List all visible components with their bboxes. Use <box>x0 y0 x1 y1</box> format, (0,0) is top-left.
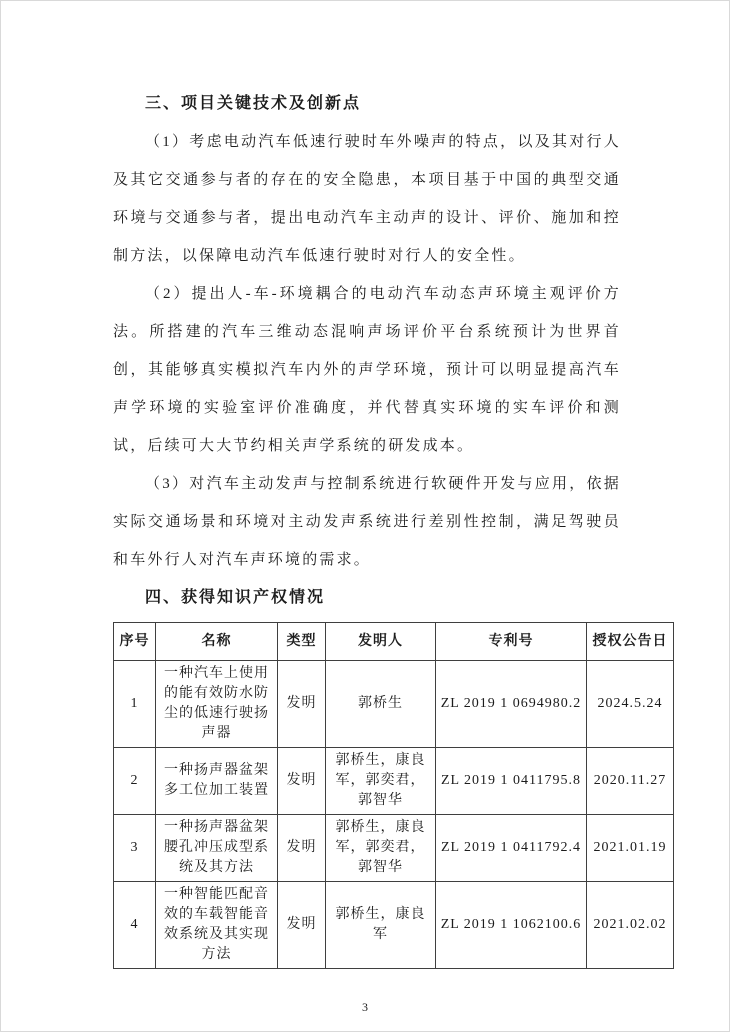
section-3-heading: 三、项目关键技术及创新点 <box>145 95 362 112</box>
cell-seq: 4 <box>114 882 156 969</box>
cell-inventors: 郭桥生，康良军 <box>326 882 436 969</box>
cell-name: 一种汽车上使用的能有效防水防尘的低速行驶扬声器 <box>156 661 278 748</box>
col-header-type: 类型 <box>278 623 326 661</box>
cell-patent-no: ZL 2019 1 1062100.6 <box>436 882 587 969</box>
cell-seq: 1 <box>114 661 156 748</box>
cell-inventors: 郭桥生 <box>326 661 436 748</box>
cell-patent-no: ZL 2019 1 0411795.8 <box>436 748 587 815</box>
cell-type: 发明 <box>278 882 326 969</box>
table-row <box>114 815 674 882</box>
cell-name: 一种扬声器盆架多工位加工装置 <box>156 748 278 815</box>
document-content <box>113 85 673 969</box>
cell-seq: 2 <box>114 748 156 815</box>
cell-grant-date: 2024.5.24 <box>587 661 674 748</box>
col-header-patent-no: 专利号 <box>436 623 587 661</box>
cell-type: 发明 <box>278 748 326 815</box>
cell-seq: 3 <box>114 815 156 882</box>
patents-table <box>113 622 674 969</box>
section-3-paragraph-2: （2）提出人-车-环境耦合的电动汽车动态声环境主观评价方法。所搭建的汽车三维动态混响声场评价平台系统预计为世界首创，其能够真实模拟汽车内外的声学环境，预计可以明显提高汽车声学环境的实验室评价准确度，并代替真实环境的实车评价和测试，后续可大大节约相关声学系统的研发成本。 <box>113 286 621 454</box>
cell-patent-no: ZL 2019 1 0411792.4 <box>436 815 587 882</box>
table-header-row <box>114 623 674 661</box>
page-number: 3 <box>362 1000 368 1014</box>
cell-type: 发明 <box>278 815 326 882</box>
col-header-seq: 序号 <box>114 623 156 661</box>
cell-type: 发明 <box>278 661 326 748</box>
table-row <box>114 748 674 815</box>
section-3-paragraph-1: （1）考虑电动汽车低速行驶时车外噪声的特点，以及其对行人及其它交通参与者的存在的安全隐患，本项目基于中国的典型交通环境与交通参与者，提出电动汽车主动声的设计、评价、施加和控制方法，以保障电动汽车低速行驶时对行人的安全性。 <box>113 134 621 264</box>
cell-inventors: 郭桥生，康良军，郭奕君，郭智华 <box>326 748 436 815</box>
col-header-inventors: 发明人 <box>326 623 436 661</box>
section-3-paragraph-3: （3）对汽车主动发声与控制系统进行软硬件开发与应用，依据实际交通场景和环境对主动发声系统进行差别性控制，满足驾驶员和车外行人对汽车声环境的需求。 <box>113 476 621 568</box>
cell-name: 一种扬声器盆架腰孔冲压成型系统及其方法 <box>156 815 278 882</box>
section-4-heading: 四、获得知识产权情况 <box>145 589 326 606</box>
table-row <box>114 882 674 969</box>
col-header-name: 名称 <box>156 623 278 661</box>
cell-grant-date: 2021.01.19 <box>587 815 674 882</box>
cell-name: 一种智能匹配音效的车载智能音效系统及其实现方法 <box>156 882 278 969</box>
cell-patent-no: ZL 2019 1 0694980.2 <box>436 661 587 748</box>
cell-grant-date: 2021.02.02 <box>587 882 674 969</box>
cell-inventors: 郭桥生，康良军，郭奕君，郭智华 <box>326 815 436 882</box>
cell-grant-date: 2020.11.27 <box>587 748 674 815</box>
col-header-grant-date: 授权公告日 <box>587 623 674 661</box>
table-row <box>114 661 674 748</box>
